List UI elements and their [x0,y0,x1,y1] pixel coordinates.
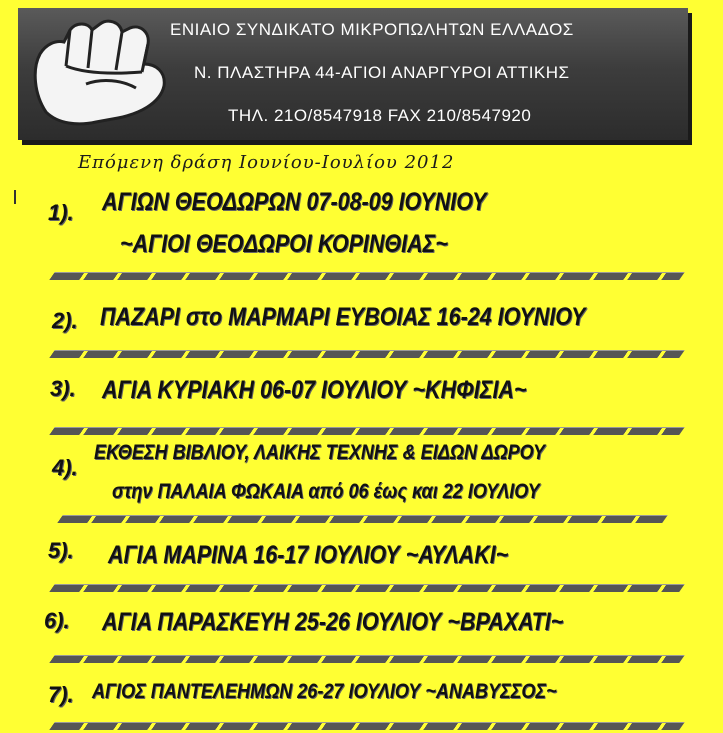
separator [49,272,685,280]
separator [49,584,685,592]
event-7-number: 7). [48,682,74,707]
event-1-line2: ~ΑΓΙΟΙ ΘΕΟΔΩΡΟΙ ΚΟΡΙΝΘΙΑΣ~ [120,230,448,258]
event-5-number: 5). [48,538,74,563]
event-6-number: 6). [44,608,70,633]
event-1-line1: ΑΓΙΩΝ ΘΕΟΔΩΡΩΝ 07-08-09 ΙΟΥΝΙΟΥ [102,188,487,216]
event-3-number: 3). [50,376,76,401]
separator [49,350,685,358]
event-3-line1: ΑΓΙΑ ΚΥΡΙΑΚΗ 06-07 ΙΟΥΛΙΟΥ ~ΚΗΦΙΣΙΑ~ [102,376,527,404]
event-4-number: 4). [52,455,78,480]
divider-mark [14,190,16,204]
raised-fist-icon [26,14,176,134]
event-7-line1: ΑΓΙΟΣ ΠΑΝΤΕΛΕΗΜΩΝ 26-27 ΙΟΥΛΙΟΥ ~ΑΝΑΒΥΣΣΟΣ~ [92,680,557,703]
event-4-line1: ΕΚΘΕΣΗ ΒΙΒΛΙΟΥ, ΛΑΙΚΗΣ ΤΕΧΝΗΣ & ΕΙΔΩΝ ΔΩΡΟΥ [94,441,546,464]
event-4-line2: στην ΠΑΛΑΙΑ ΦΩΚΑΙΑ από 06 έως και 22 ΙΟΥΛΙΟΥ [112,480,540,503]
event-2-number: 2). [52,308,78,333]
event-2-line1: ΠΑΖΑΡΙ στο ΜΑΡΜΑΡΙ ΕΥΒΟΙΑΣ 16-24 ΙΟΥΝΙΟΥ [100,303,586,331]
event-6-line1: ΑΓΙΑ ΠΑΡΑΣΚΕΥΗ 25-26 ΙΟΥΛΙΟΥ ~ΒΡΑΧΑΤΙ~ [102,608,564,636]
separator [49,655,685,663]
union-name: ΕΝΙΑΙΟ ΣΥΝΔΙΚΑΤΟ ΜΙΚΡΟΠΩΛΗΤΩΝ ΕΛΛΑΔΟΣ [170,20,574,39]
union-address: Ν. ΠΛΑΣΤΗΡΑ 44-ΑΓΙΟΙ ΑΝΑΡΓΥΡΟΙ ΑΤΤΙΚΗΣ [194,63,570,82]
event-5-line1: ΑΓΙΑ ΜΑΡΙΝΑ 16-17 ΙΟΥΛΙΟΥ ~ΑΥΛΑΚΙ~ [108,541,509,569]
event-1-number: 1). [48,200,74,225]
separator [49,427,685,435]
header-banner [18,8,688,140]
union-phone-fax: ΤΗΛ. 21Ο/8547918 FAX 210/8547920 [228,106,532,125]
subtitle: Επόμενη δράση Ιουνίου-Ιουλίου 2012 [78,152,455,173]
separator [49,722,685,730]
separator [57,515,668,523]
